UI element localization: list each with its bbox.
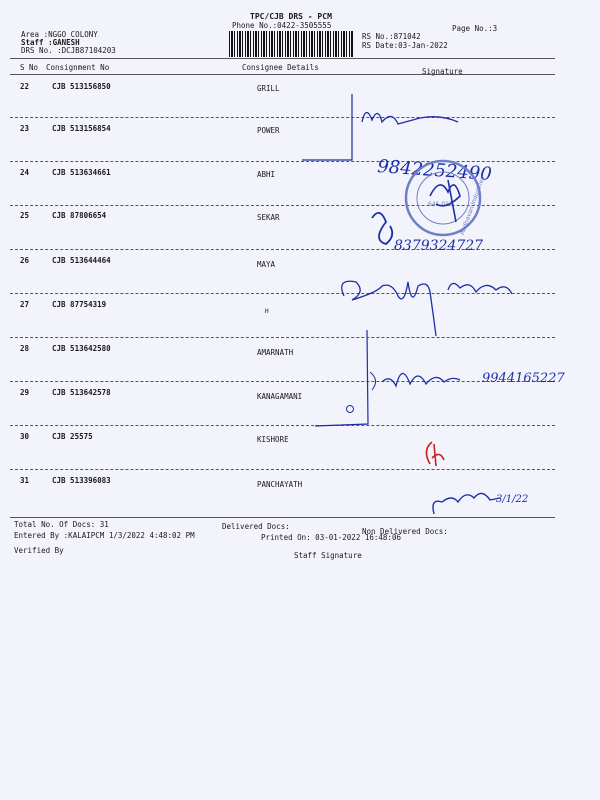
row-sno: 29 xyxy=(20,388,30,397)
red-ink-mark xyxy=(426,442,444,466)
handwritten-date: 3/1/22 xyxy=(496,494,529,505)
row-consignment: CJB 513156850 xyxy=(52,82,111,91)
rs-date: RS Date:03-Jan-2022 xyxy=(362,41,448,50)
row-consignment: CJB 513634661 xyxy=(52,168,111,177)
handwritten-phone-3: 9944165227 xyxy=(482,371,565,386)
delivered-docs: Delivered Docs: xyxy=(222,522,290,531)
row-consignee: POWER xyxy=(257,126,280,135)
col-header-consignee: Consignee Details xyxy=(242,63,319,72)
col-header-sno: S No xyxy=(20,63,39,72)
row-consignment: CJB 513642578 xyxy=(52,388,111,397)
non-delivered-docs: Non Delivered Docs: xyxy=(362,527,448,536)
row-consignee: GRILL xyxy=(257,84,280,93)
staff-signature-label: Staff Signature xyxy=(294,551,362,560)
row-consignee: MAYA xyxy=(257,260,276,269)
row-consignment: CJB 87754319 xyxy=(52,300,107,309)
row-consignee: H xyxy=(265,308,269,315)
phone-number: Phone No.:0422-3505555 xyxy=(232,21,332,30)
row-consignee: AMARNATH xyxy=(257,348,294,357)
signature-4-scribble xyxy=(382,373,460,386)
page-number: Page No.:3 xyxy=(452,24,498,33)
row-sno: 31 xyxy=(20,476,30,485)
row-consignment: CJB 25575 xyxy=(52,432,93,441)
total-docs: Total No. Of Docs: 31 xyxy=(14,520,109,529)
row-consignment: CJB 513396083 xyxy=(52,476,111,485)
stamp-text: Aadhavan Industries xyxy=(458,175,487,236)
row-sno: 23 xyxy=(20,124,30,133)
ink-circle-mark xyxy=(347,406,354,413)
ink-bracket-mark xyxy=(302,94,352,160)
printed-on: Printed On: 03-01-2022 16:48:06 xyxy=(261,533,401,542)
handwritten-phone-2: 8379324727 xyxy=(394,238,484,254)
document-title: TPC/CJB DRS - PCM xyxy=(250,12,332,21)
row-consignment: CJB 513644464 xyxy=(52,256,111,265)
row-consignee: ABHI xyxy=(257,170,276,179)
row-consignment: CJB 513642580 xyxy=(52,344,111,353)
row-sno: 25 xyxy=(20,211,30,220)
row-sno: 30 xyxy=(20,432,30,441)
area-label: Area :NGGO COLONY xyxy=(21,30,98,39)
row-consignee: KANAGAMANI xyxy=(257,392,303,401)
row-sno: 28 xyxy=(20,344,30,353)
col-header-signature: Signature xyxy=(422,67,463,76)
entered-by: Entered By :KALAIPCM 1/3/2022 4:48:02 PM xyxy=(14,531,195,540)
row-sno: 27 xyxy=(20,300,30,309)
ink-bracket-mark xyxy=(315,330,368,426)
signature-2-scribble xyxy=(372,213,392,244)
row-consignee: KISHORE xyxy=(257,435,289,444)
col-header-consignment: Consignment No xyxy=(46,63,110,72)
signature-5-scribble xyxy=(433,493,500,514)
staff-label: Staff :GANESH xyxy=(21,38,80,47)
row-sno: 26 xyxy=(20,256,30,265)
row-consignment: CJB 87806654 xyxy=(52,211,107,220)
row-consignment: CJB 513156854 xyxy=(52,124,111,133)
handwritten-phone-1: 9842252490 xyxy=(376,156,493,185)
drs-number: DRS No. :DCJB87104203 xyxy=(21,46,116,55)
row-consignee: SEKAR xyxy=(257,213,280,222)
row-sno: 22 xyxy=(20,82,30,91)
ink-line-mark xyxy=(370,372,376,390)
verified-by: Verified By xyxy=(14,546,64,555)
row-sno: 24 xyxy=(20,168,30,177)
row-consignee: PANCHAYATH xyxy=(257,480,303,489)
stamp-code: 641 017 xyxy=(428,201,453,208)
rs-number: RS No.:871042 xyxy=(362,32,421,41)
